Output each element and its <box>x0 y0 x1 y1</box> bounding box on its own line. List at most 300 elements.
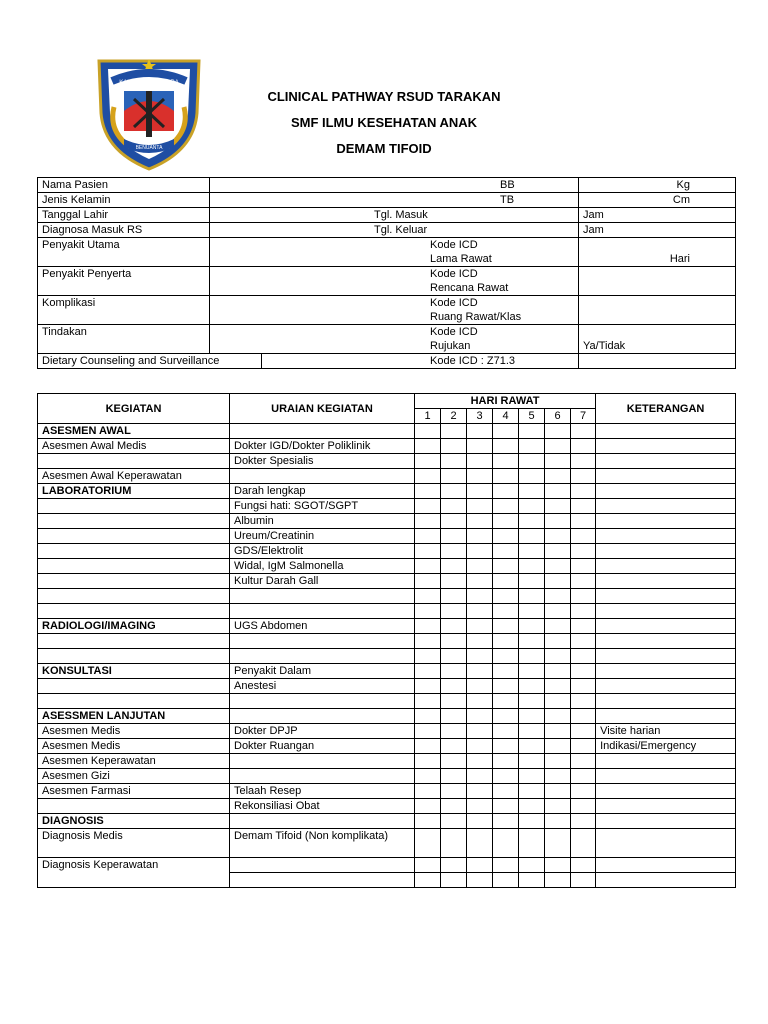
day-checkbox-cell[interactable] <box>545 799 571 814</box>
day-checkbox-cell[interactable] <box>441 724 467 739</box>
day-checkbox-cell[interactable] <box>467 754 493 769</box>
day-checkbox-cell[interactable] <box>571 649 596 664</box>
day-checkbox-cell[interactable] <box>441 559 467 574</box>
info-row <box>38 296 736 325</box>
day-checkbox-cell[interactable] <box>415 574 441 589</box>
table-row <box>38 439 736 454</box>
day-checkbox-cell[interactable] <box>415 873 441 888</box>
day-checkbox-cell[interactable] <box>519 724 545 739</box>
day-checkbox-cell[interactable] <box>493 544 519 559</box>
day-checkbox-cell[interactable] <box>545 439 571 454</box>
day-checkbox-cell[interactable] <box>571 799 596 814</box>
day-checkbox-cell[interactable] <box>545 604 571 619</box>
day-checkbox-cell[interactable] <box>467 814 493 829</box>
day-checkbox-cell[interactable] <box>571 754 596 769</box>
table-row <box>38 754 736 769</box>
day-checkbox-cell[interactable] <box>545 754 571 769</box>
day-checkbox-cell[interactable] <box>571 784 596 799</box>
info-unit[interactable]: Ya/Tidak <box>579 325 736 354</box>
day-checkbox-cell[interactable] <box>441 424 467 439</box>
info-row <box>38 267 736 296</box>
keterangan-cell[interactable]: Visite harian <box>596 724 736 739</box>
day-checkbox-cell[interactable] <box>493 664 519 679</box>
day-checkbox-cell[interactable] <box>545 424 571 439</box>
day-checkbox-cell[interactable] <box>545 784 571 799</box>
day-checkbox-cell[interactable] <box>545 619 571 634</box>
kegiatan-cell: ASESMEN AWAL <box>38 424 230 439</box>
day-checkbox-cell[interactable] <box>545 529 571 544</box>
day-checkbox-cell[interactable] <box>519 544 545 559</box>
day-checkbox-cell[interactable] <box>441 858 467 873</box>
day-checkbox-cell[interactable] <box>441 589 467 604</box>
day-checkbox-cell[interactable] <box>415 589 441 604</box>
day-checkbox-cell[interactable] <box>415 754 441 769</box>
day-checkbox-cell[interactable] <box>415 499 441 514</box>
keterangan-cell[interactable] <box>596 469 736 484</box>
day-checkbox-cell[interactable] <box>493 873 519 888</box>
keterangan-cell[interactable] <box>596 784 736 799</box>
day-checkbox-cell[interactable] <box>415 814 441 829</box>
kegiatan-cell: RADIOLOGI/IMAGING <box>38 619 230 634</box>
day-checkbox-cell[interactable] <box>519 484 545 499</box>
day-checkbox-cell[interactable] <box>467 799 493 814</box>
day-checkbox-cell[interactable] <box>493 858 519 873</box>
day-checkbox-cell[interactable] <box>493 829 519 858</box>
day-checkbox-cell[interactable] <box>415 529 441 544</box>
day-checkbox-cell[interactable] <box>571 694 596 709</box>
day-checkbox-cell[interactable] <box>571 634 596 649</box>
kegiatan-cell: Asesmen Gizi <box>38 769 230 784</box>
day-checkbox-cell[interactable] <box>571 499 596 514</box>
day-checkbox-cell[interactable] <box>519 829 545 858</box>
info-sub: Ruang Rawat/Klas <box>430 311 522 323</box>
day-checkbox-cell[interactable] <box>519 559 545 574</box>
day-checkbox-cell[interactable] <box>493 574 519 589</box>
day-checkbox-cell[interactable] <box>493 499 519 514</box>
keterangan-cell[interactable] <box>596 574 736 589</box>
day-checkbox-cell[interactable] <box>415 784 441 799</box>
keterangan-cell[interactable] <box>596 814 736 829</box>
day-checkbox-cell[interactable] <box>519 769 545 784</box>
day-checkbox-cell[interactable] <box>415 829 441 858</box>
day-checkbox-cell[interactable] <box>467 694 493 709</box>
day-checkbox-cell[interactable] <box>545 858 571 873</box>
info-field[interactable] <box>210 238 579 267</box>
info-row <box>38 193 736 208</box>
info-sub: Rencana Rawat <box>430 282 509 294</box>
kegiatan-cell: Asesmen Awal Medis <box>38 439 230 454</box>
day-checkbox-cell[interactable] <box>545 544 571 559</box>
day-checkbox-cell[interactable] <box>493 739 519 754</box>
day-checkbox-cell[interactable] <box>493 619 519 634</box>
day-checkbox-cell[interactable] <box>571 829 596 858</box>
info-unit[interactable] <box>579 354 736 369</box>
day-checkbox-cell[interactable] <box>493 424 519 439</box>
day-checkbox-cell[interactable] <box>519 679 545 694</box>
day-checkbox-cell[interactable] <box>467 574 493 589</box>
day-checkbox-cell[interactable] <box>493 754 519 769</box>
table-row <box>38 424 736 439</box>
day-checkbox-cell[interactable] <box>467 484 493 499</box>
keterangan-cell[interactable] <box>596 619 736 634</box>
keterangan-cell[interactable] <box>596 754 736 769</box>
day-checkbox-cell[interactable] <box>493 514 519 529</box>
day-checkbox-cell[interactable] <box>545 454 571 469</box>
day-checkbox-cell[interactable] <box>441 814 467 829</box>
day-checkbox-cell[interactable] <box>415 439 441 454</box>
day-checkbox-cell[interactable] <box>519 858 545 873</box>
day-checkbox-cell[interactable] <box>441 664 467 679</box>
day-checkbox-cell[interactable] <box>545 814 571 829</box>
day-checkbox-cell[interactable] <box>519 754 545 769</box>
day-checkbox-cell[interactable] <box>493 484 519 499</box>
day-checkbox-cell[interactable] <box>493 814 519 829</box>
day-checkbox-cell[interactable] <box>571 469 596 484</box>
day-checkbox-cell[interactable] <box>545 559 571 574</box>
day-checkbox-cell[interactable] <box>415 664 441 679</box>
kegiatan-cell <box>38 499 230 514</box>
day-checkbox-cell[interactable] <box>467 619 493 634</box>
day-checkbox-cell[interactable] <box>519 784 545 799</box>
day-checkbox-cell[interactable] <box>493 679 519 694</box>
day-checkbox-cell[interactable] <box>571 589 596 604</box>
day-checkbox-cell[interactable] <box>519 649 545 664</box>
day-checkbox-cell[interactable] <box>571 664 596 679</box>
day-checkbox-cell[interactable] <box>571 739 596 754</box>
day-checkbox-cell[interactable] <box>441 574 467 589</box>
info-field[interactable]: BB <box>210 178 579 193</box>
table-row <box>38 739 736 754</box>
day-checkbox-cell[interactable] <box>493 649 519 664</box>
day-checkbox-cell[interactable] <box>467 469 493 484</box>
day-checkbox-cell[interactable] <box>545 574 571 589</box>
keterangan-cell[interactable] <box>596 484 736 499</box>
keterangan-cell[interactable] <box>596 799 736 814</box>
day-checkbox-cell[interactable] <box>415 484 441 499</box>
day-checkbox-cell[interactable] <box>545 634 571 649</box>
day-checkbox-cell[interactable] <box>571 679 596 694</box>
day-checkbox-cell[interactable] <box>441 634 467 649</box>
day-checkbox-cell[interactable] <box>571 724 596 739</box>
day-checkbox-cell[interactable] <box>519 454 545 469</box>
day-checkbox-cell[interactable] <box>467 634 493 649</box>
day-checkbox-cell[interactable] <box>441 769 467 784</box>
day-checkbox-cell[interactable] <box>545 589 571 604</box>
day-checkbox-cell[interactable] <box>493 439 519 454</box>
day-checkbox-cell[interactable] <box>415 799 441 814</box>
keterangan-cell[interactable] <box>596 454 736 469</box>
day-checkbox-cell[interactable] <box>571 439 596 454</box>
day-checkbox-cell[interactable] <box>493 529 519 544</box>
keterangan-cell[interactable] <box>596 873 736 888</box>
day-checkbox-cell[interactable] <box>467 649 493 664</box>
day-checkbox-cell[interactable] <box>519 499 545 514</box>
day-checkbox-cell[interactable] <box>545 514 571 529</box>
table-row <box>38 559 736 574</box>
day-checkbox-cell[interactable] <box>571 574 596 589</box>
day-checkbox-cell[interactable] <box>441 454 467 469</box>
keterangan-cell[interactable] <box>596 544 736 559</box>
day-checkbox-cell[interactable] <box>467 769 493 784</box>
day-checkbox-cell[interactable] <box>441 649 467 664</box>
day-checkbox-cell[interactable] <box>493 724 519 739</box>
day-checkbox-cell[interactable] <box>467 784 493 799</box>
info-unit[interactable]: Jam <box>579 208 736 223</box>
day-checkbox-cell[interactable] <box>519 589 545 604</box>
day-checkbox-cell[interactable] <box>415 544 441 559</box>
day-checkbox-cell[interactable] <box>519 529 545 544</box>
day-checkbox-cell[interactable] <box>441 679 467 694</box>
uraian-cell: GDS/Elektrolit <box>230 544 415 559</box>
day-checkbox-cell[interactable] <box>415 619 441 634</box>
keterangan-cell[interactable] <box>596 514 736 529</box>
day-checkbox-cell[interactable] <box>415 454 441 469</box>
day-checkbox-cell[interactable] <box>441 529 467 544</box>
day-checkbox-cell[interactable] <box>467 679 493 694</box>
day-checkbox-cell[interactable] <box>441 484 467 499</box>
day-checkbox-cell[interactable] <box>519 739 545 754</box>
day-checkbox-cell[interactable] <box>519 574 545 589</box>
keterangan-cell[interactable] <box>596 424 736 439</box>
day-checkbox-cell[interactable] <box>467 739 493 754</box>
day-checkbox-cell[interactable] <box>415 694 441 709</box>
uraian-cell: Albumin <box>230 514 415 529</box>
day-checkbox-cell[interactable] <box>493 589 519 604</box>
day-checkbox-cell[interactable] <box>571 709 596 724</box>
keterangan-cell[interactable] <box>596 709 736 724</box>
info-row <box>38 223 736 238</box>
day-checkbox-cell[interactable] <box>441 873 467 888</box>
info-label: Komplikasi <box>38 296 210 325</box>
day-checkbox-cell[interactable] <box>467 604 493 619</box>
keterangan-cell[interactable] <box>596 634 736 649</box>
keterangan-cell[interactable] <box>596 439 736 454</box>
day-checkbox-cell[interactable] <box>545 709 571 724</box>
kegiatan-cell <box>38 604 230 619</box>
info-field[interactable] <box>210 296 579 325</box>
day-checkbox-cell[interactable] <box>519 604 545 619</box>
keterangan-cell[interactable] <box>596 694 736 709</box>
kegiatan-cell: Diagnosis Keperawatan <box>38 858 230 888</box>
kegiatan-cell <box>38 514 230 529</box>
day-checkbox-cell[interactable] <box>467 454 493 469</box>
info-field[interactable]: Tgl. Keluar <box>210 223 579 238</box>
day-checkbox-cell[interactable] <box>441 604 467 619</box>
keterangan-cell[interactable] <box>596 829 736 858</box>
day-checkbox-cell[interactable] <box>571 559 596 574</box>
day-checkbox-cell[interactable] <box>467 439 493 454</box>
keterangan-cell[interactable] <box>596 649 736 664</box>
day-checkbox-cell[interactable] <box>571 769 596 784</box>
day-checkbox-cell[interactable] <box>545 739 571 754</box>
day-checkbox-cell[interactable] <box>467 559 493 574</box>
keterangan-cell[interactable] <box>596 559 736 574</box>
table-row <box>38 484 736 499</box>
day-checkbox-cell[interactable] <box>441 544 467 559</box>
day-checkbox-cell[interactable] <box>415 469 441 484</box>
uraian-cell <box>230 858 415 873</box>
keterangan-cell[interactable]: Indikasi/Emergency <box>596 739 736 754</box>
info-field[interactable] <box>210 267 579 296</box>
keterangan-cell[interactable] <box>596 499 736 514</box>
day-checkbox-cell[interactable] <box>545 484 571 499</box>
info-unit[interactable] <box>579 267 736 296</box>
info-field[interactable]: Tgl. Masuk <box>210 208 579 223</box>
day-checkbox-cell[interactable] <box>467 829 493 858</box>
day-checkbox-cell[interactable] <box>415 769 441 784</box>
day-checkbox-cell[interactable] <box>441 469 467 484</box>
kalimantan-utara-emblem <box>94 51 204 171</box>
day-checkbox-cell[interactable] <box>571 619 596 634</box>
day-checkbox-cell[interactable] <box>571 873 596 888</box>
day-checkbox-cell[interactable] <box>519 619 545 634</box>
day-checkbox-cell[interactable] <box>441 784 467 799</box>
day-checkbox-cell[interactable] <box>467 529 493 544</box>
day-checkbox-cell[interactable] <box>571 424 596 439</box>
day-number: 4 <box>493 409 519 424</box>
day-checkbox-cell[interactable] <box>415 679 441 694</box>
day-checkbox-cell[interactable] <box>519 664 545 679</box>
keterangan-cell[interactable] <box>596 604 736 619</box>
day-checkbox-cell[interactable] <box>467 544 493 559</box>
day-checkbox-cell[interactable] <box>441 799 467 814</box>
kegiatan-cell <box>38 634 230 649</box>
day-checkbox-cell[interactable] <box>519 634 545 649</box>
info-unit[interactable]: Kg <box>579 178 736 193</box>
day-checkbox-cell[interactable] <box>571 484 596 499</box>
uraian-cell <box>230 873 415 888</box>
day-checkbox-cell[interactable] <box>467 724 493 739</box>
day-checkbox-cell[interactable] <box>415 649 441 664</box>
day-checkbox-cell[interactable] <box>493 784 519 799</box>
day-checkbox-cell[interactable] <box>415 634 441 649</box>
day-checkbox-cell[interactable] <box>545 649 571 664</box>
day-checkbox-cell[interactable] <box>467 858 493 873</box>
day-checkbox-cell[interactable] <box>441 739 467 754</box>
kegiatan-cell <box>38 454 230 469</box>
info-field[interactable]: TB <box>210 193 579 208</box>
day-checkbox-cell[interactable] <box>415 858 441 873</box>
day-checkbox-cell[interactable] <box>519 469 545 484</box>
day-number: 2 <box>441 409 467 424</box>
day-checkbox-cell[interactable] <box>519 709 545 724</box>
day-checkbox-cell[interactable] <box>545 829 571 858</box>
day-checkbox-cell[interactable] <box>415 709 441 724</box>
kegiatan-cell <box>38 574 230 589</box>
day-checkbox-cell[interactable] <box>441 619 467 634</box>
day-checkbox-cell[interactable] <box>545 724 571 739</box>
day-checkbox-cell[interactable] <box>467 664 493 679</box>
day-checkbox-cell[interactable] <box>441 499 467 514</box>
day-checkbox-cell[interactable] <box>545 694 571 709</box>
day-checkbox-cell[interactable] <box>493 694 519 709</box>
day-checkbox-cell[interactable] <box>493 769 519 784</box>
day-checkbox-cell[interactable] <box>571 529 596 544</box>
day-checkbox-cell[interactable] <box>545 664 571 679</box>
day-checkbox-cell[interactable] <box>493 454 519 469</box>
day-checkbox-cell[interactable] <box>545 679 571 694</box>
day-checkbox-cell[interactable] <box>493 469 519 484</box>
day-checkbox-cell[interactable] <box>493 799 519 814</box>
day-checkbox-cell[interactable] <box>467 709 493 724</box>
day-checkbox-cell[interactable] <box>415 559 441 574</box>
day-checkbox-cell[interactable] <box>415 739 441 754</box>
keterangan-cell[interactable] <box>596 858 736 873</box>
day-checkbox-cell[interactable] <box>519 439 545 454</box>
day-checkbox-cell[interactable] <box>441 514 467 529</box>
day-checkbox-cell[interactable] <box>467 514 493 529</box>
info-field[interactable]: Kode ICD : Z71.3 <box>262 354 579 369</box>
day-checkbox-cell[interactable] <box>467 873 493 888</box>
keterangan-cell[interactable] <box>596 769 736 784</box>
day-checkbox-cell[interactable] <box>545 873 571 888</box>
day-checkbox-cell[interactable] <box>441 694 467 709</box>
day-checkbox-cell[interactable] <box>571 814 596 829</box>
day-checkbox-cell[interactable] <box>519 514 545 529</box>
day-checkbox-cell[interactable] <box>493 634 519 649</box>
day-checkbox-cell[interactable] <box>571 544 596 559</box>
info-unit[interactable]: Cm <box>579 193 736 208</box>
day-checkbox-cell[interactable] <box>415 424 441 439</box>
table-row <box>38 664 736 679</box>
day-checkbox-cell[interactable] <box>441 709 467 724</box>
day-checkbox-cell[interactable] <box>441 754 467 769</box>
info-label: Penyakit Penyerta <box>38 267 210 296</box>
day-checkbox-cell[interactable] <box>467 424 493 439</box>
kegiatan-cell: ASESSMEN LANJUTAN <box>38 709 230 724</box>
header-hari-rawat: HARI RAWAT <box>415 394 596 409</box>
day-checkbox-cell[interactable] <box>519 694 545 709</box>
day-checkbox-cell[interactable] <box>415 724 441 739</box>
keterangan-cell[interactable] <box>596 679 736 694</box>
info-sub: Kode ICD <box>430 326 478 338</box>
info-unit[interactable] <box>579 296 736 325</box>
day-checkbox-cell[interactable] <box>519 814 545 829</box>
day-checkbox-cell[interactable] <box>571 454 596 469</box>
day-checkbox-cell[interactable] <box>441 439 467 454</box>
uraian-cell: Demam Tifoid (Non komplikata) <box>230 829 415 858</box>
kegiatan-cell: Asesmen Medis <box>38 724 230 739</box>
keterangan-cell[interactable] <box>596 589 736 604</box>
day-checkbox-cell[interactable] <box>571 514 596 529</box>
keterangan-cell[interactable] <box>596 529 736 544</box>
info-field[interactable] <box>210 325 579 354</box>
kegiatan-cell <box>38 544 230 559</box>
day-checkbox-cell[interactable] <box>571 604 596 619</box>
day-checkbox-cell[interactable] <box>519 799 545 814</box>
day-checkbox-cell[interactable] <box>545 469 571 484</box>
day-checkbox-cell[interactable] <box>441 829 467 858</box>
day-checkbox-cell[interactable] <box>519 873 545 888</box>
info-unit[interactable]: Jam <box>579 223 736 238</box>
day-checkbox-cell[interactable] <box>415 604 441 619</box>
day-checkbox-cell[interactable] <box>467 589 493 604</box>
day-checkbox-cell[interactable] <box>545 769 571 784</box>
uraian-cell: Rekonsiliasi Obat <box>230 799 415 814</box>
day-checkbox-cell[interactable] <box>493 604 519 619</box>
day-checkbox-cell[interactable] <box>493 559 519 574</box>
svg-text:KALIMANTAN UTARA: KALIMANTAN UTARA <box>119 80 179 86</box>
day-checkbox-cell[interactable] <box>545 499 571 514</box>
keterangan-cell[interactable] <box>596 664 736 679</box>
day-checkbox-cell[interactable] <box>519 424 545 439</box>
info-unit[interactable]: Hari <box>579 238 736 267</box>
day-checkbox-cell[interactable] <box>571 858 596 873</box>
day-checkbox-cell[interactable] <box>493 709 519 724</box>
day-checkbox-cell[interactable] <box>415 514 441 529</box>
table-row <box>38 619 736 634</box>
day-checkbox-cell[interactable] <box>467 499 493 514</box>
